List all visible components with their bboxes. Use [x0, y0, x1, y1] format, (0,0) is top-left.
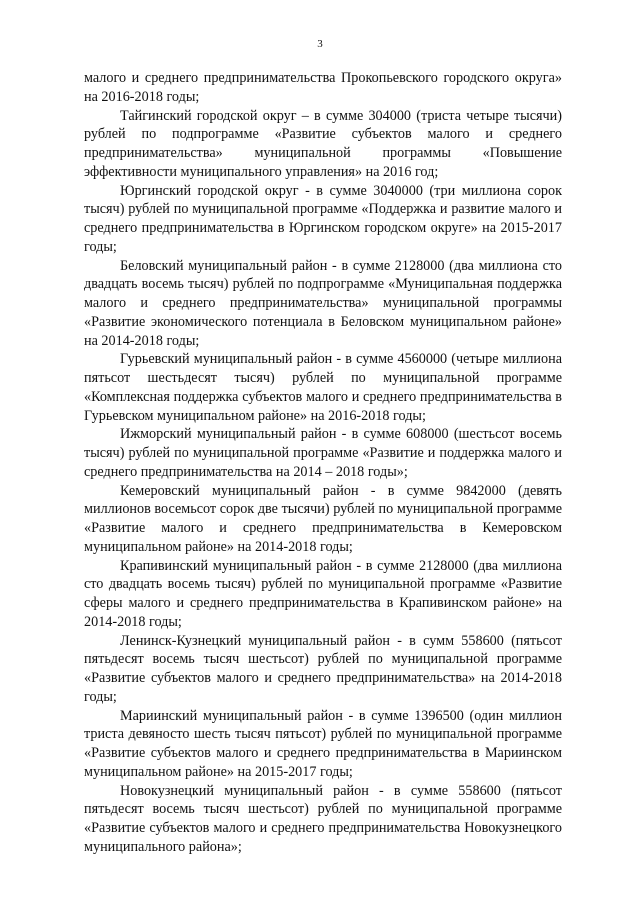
paragraph-mariinsky: Мариинский муниципальный район - в сумме 1396500 (один миллион триста девяносто шесть тысяч пятьсот) рублей по муниципальной программе «Развитие субъектов малого и среднего предпринимательства в Мариинском муниципальном районе» на 2015-2017 годы; [84, 707, 562, 780]
paragraph-yurginsky: Юргинский городской округ - в сумме 3040000 (три миллиона сорок тысяч) рублей по муниципальной программе «Поддержка и развитие малого и среднего предпринимательства в Юргинском городском округе» на 2015-2017 годы; [84, 182, 562, 255]
paragraph-prokopyevsk-continuation: малого и среднего предпринимательства Прокопьевского городского округа» на 2016-2018 годы; [84, 70, 562, 105]
paragraph-izhmorsky: Ижморский муниципальный район - в сумме 608000 (шестьсот восемь тысяч) рублей по муниципальной программе «Развитие и поддержка малого и среднего предпринимательства на 2014 – 2018 годы»; [84, 426, 562, 480]
paragraph-belovsky: Беловский муниципальный район - в сумме 2128000 (два миллиона сто двадцать восемь тысяч) рублей по подпрограмме «Муниципальная поддержка малого и среднего предпринимательства» муниципальной программы «Развитие экономического потенциала в Беловском муниципальном районе» на 2014-2018 годы; [84, 257, 562, 349]
paragraph-tayginsky: Тайгинский городской округ – в сумме 304000 (триста четыре тысячи) рублей по подпрограмме «Развитие субъектов малого и среднего предпринимательства» муниципальной программы «Повышение эффективности муниципального управления» на 2016 год; [84, 107, 562, 180]
paragraph-kemerovsky: Кемеровский муниципальный район - в сумме 9842000 (девять миллионов восемьсот сорок две тысячи) рублей по муниципальной программе «Развитие малого и среднего предпринимательства в Кемеровском муниципальном районе» на 2014-2018 годы; [84, 482, 562, 555]
document-body [84, 69, 562, 857]
page-number: 3 [317, 38, 323, 50]
paragraph-guryevsky: Гурьевский муниципальный район - в сумме 4560000 (четыре миллиона пятьсот шестьдесят тысяч) рублей по муниципальной программе «Комплексная поддержка субъектов малого и среднего предпринимательства в Гурьевском муниципальном районе» на 2016-2018 годы; [84, 351, 562, 424]
paragraph-novokuznetsky: Новокузнецкий муниципальный район - в сумме 558600 (пятьсот пятьдесят восемь тысяч шестьсот) рублей по муниципальной программе «Развитие субъектов малого и среднего предпринимательства Новокузнецкого муниципального района»; [84, 782, 562, 855]
paragraph-krapivinsky: Крапивинский муниципальный район - в сумме 2128000 (два миллиона сто двадцать восемь тысяч) рублей по муниципальной программе «Развитие сферы малого и среднего предпринимательства в Крапивинском районе» на 2014-2018 годы; [84, 557, 562, 630]
paragraph-leninsk-kuznetsky: Ленинск-Кузнецкий муниципальный район - в сумм 558600 (пятьсот пятьдесят восемь тысяч шестьсот) рублей по муниципальной программе «Развитие субъектов малого и среднего предпринимательства» на 2014-2018 годы; [84, 632, 562, 705]
